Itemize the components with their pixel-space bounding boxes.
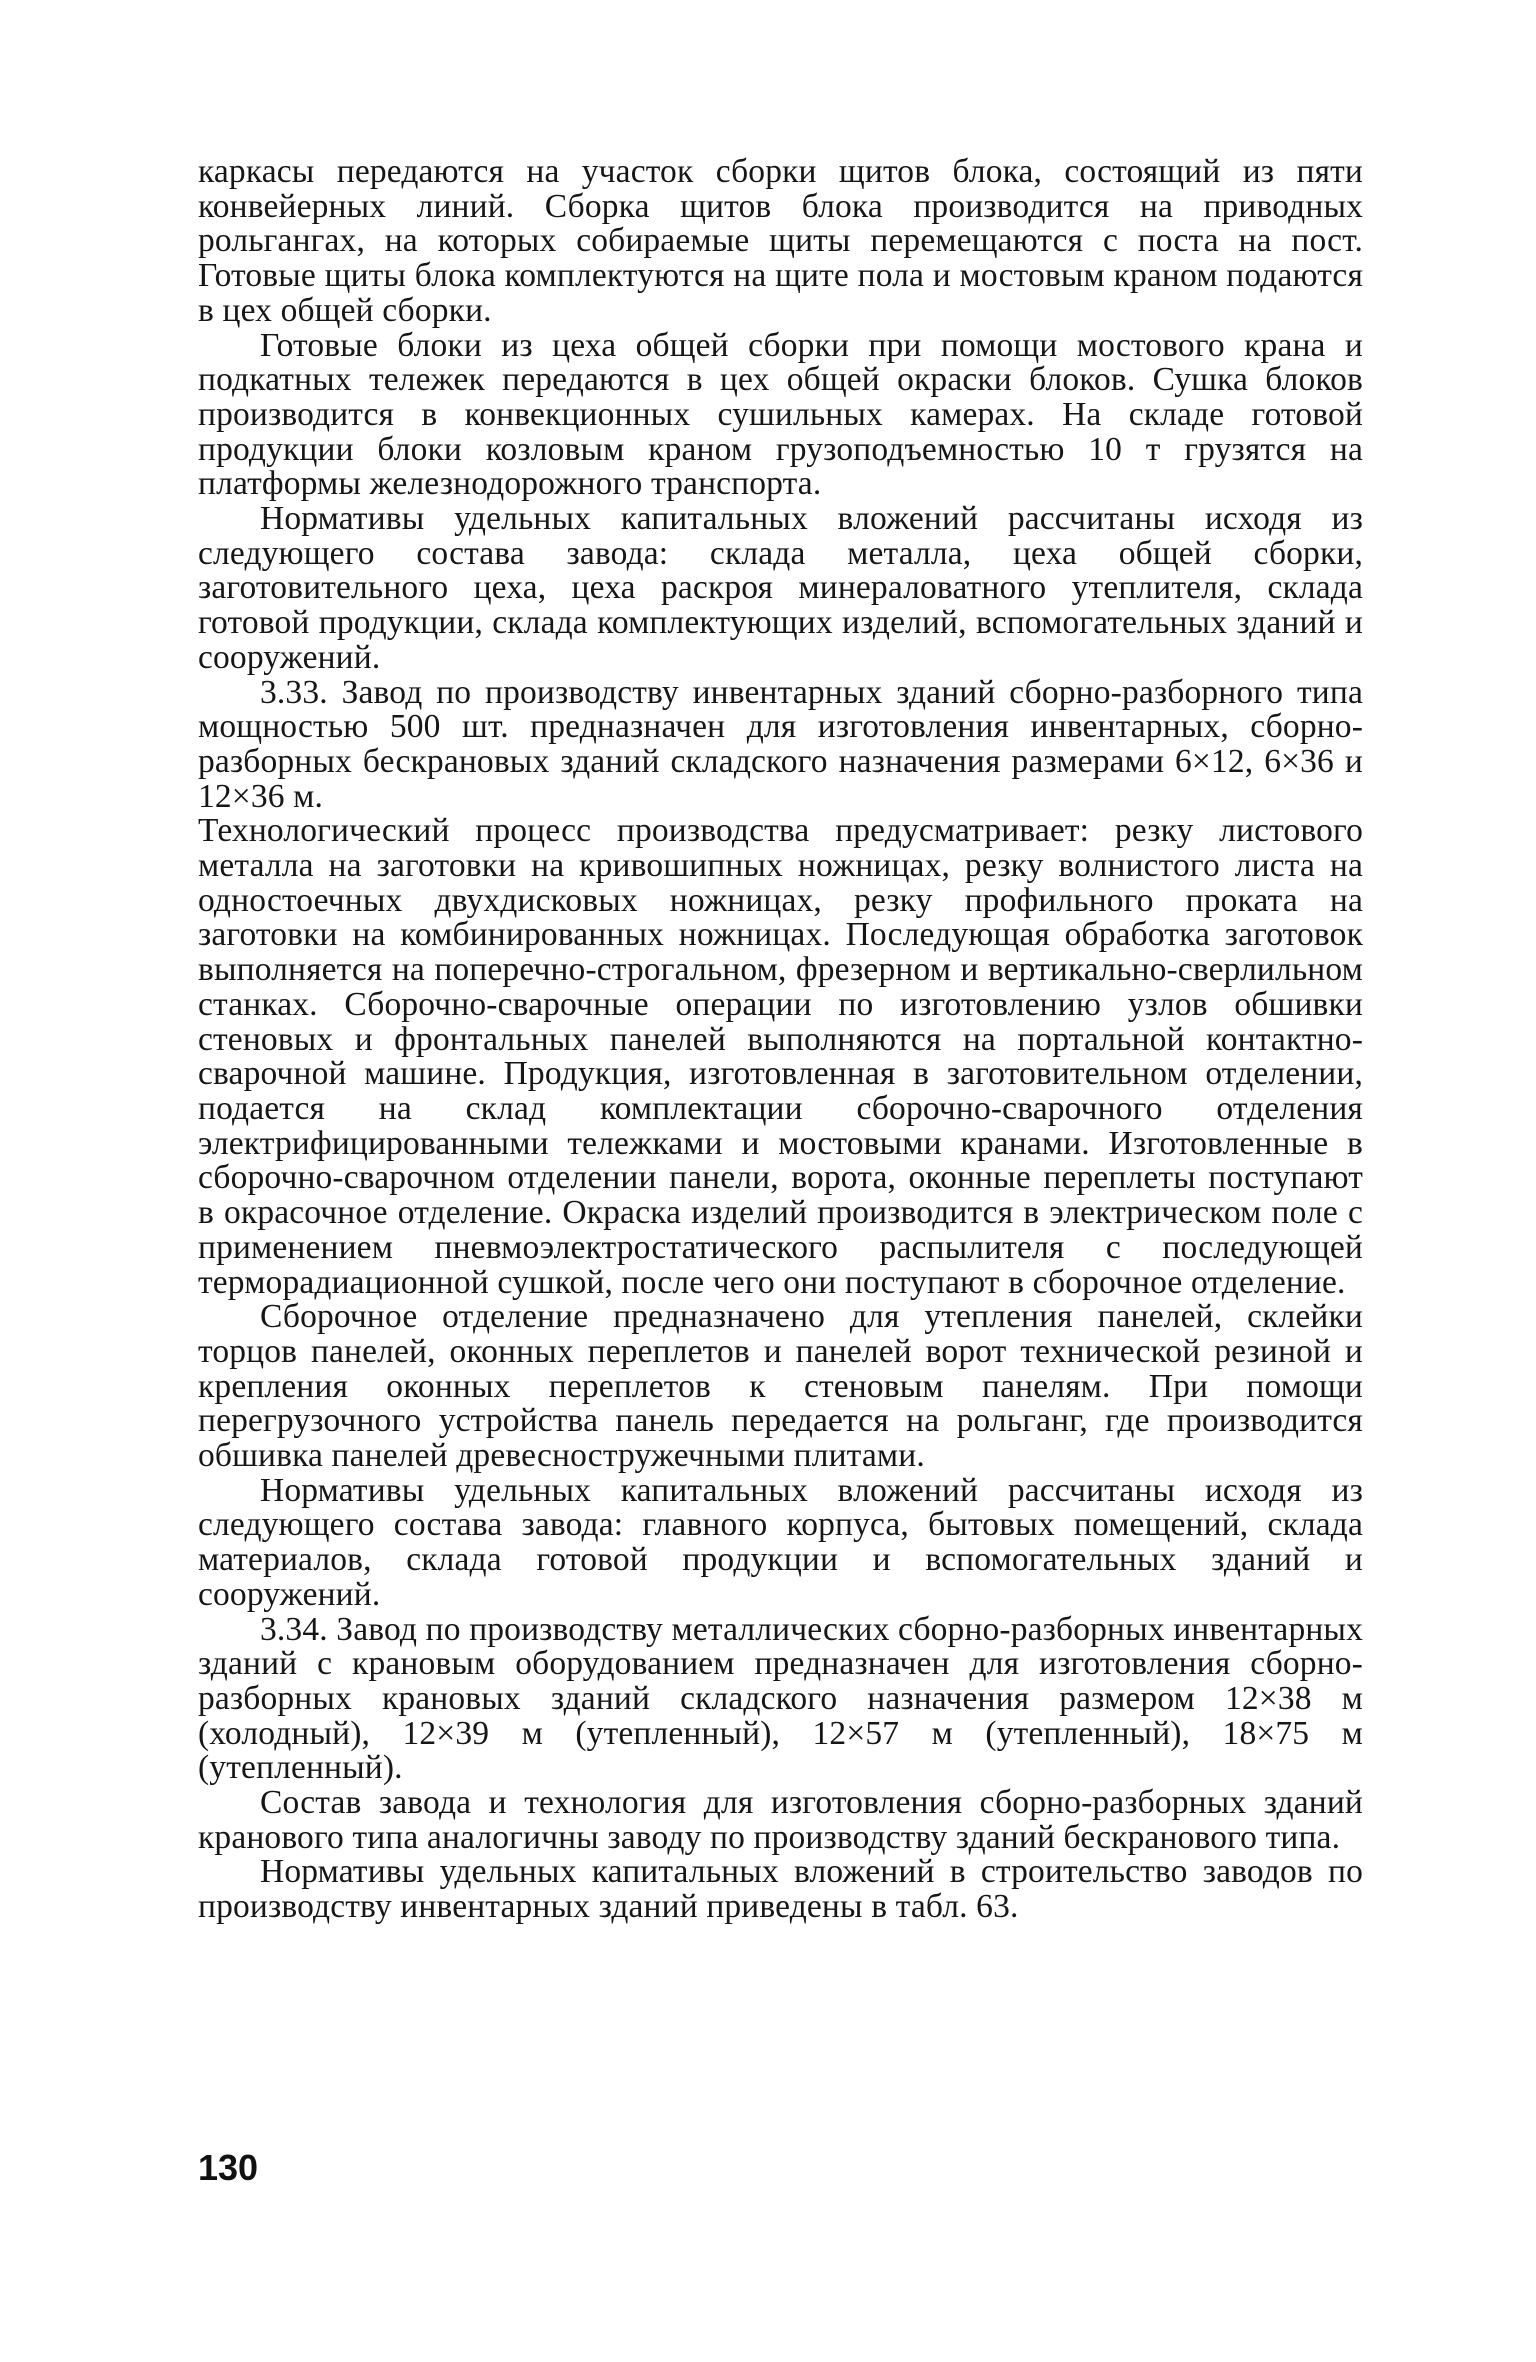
paragraph-table-reference: Нормативы удельных капитальных вложений в строительство заводов по производству инвентарных зданий приведены в табл. 63.: [198, 1853, 1363, 1926]
paragraph-block-transport: Готовые блоки из цеха общей сборки при помощи мостового крана и подкатных тележек передаются в цех общей окраски блоков. Сушка блоков производится в конвекционных сушильных камерах. На складе готовой продукции блоки козловым краном грузоподъемностью 10 т грузятся на платформы железнодорожного транспорта.: [198, 326, 1363, 503]
paragraph-plant-composition: Состав завода и технология для изготовления сборно-разборных зданий кранового типа аналогичны заводу по производству зданий бескранового типа.: [198, 1784, 1363, 1856]
page-number: 130: [198, 2147, 259, 2188]
body-text: [198, 155, 1363, 1925]
paragraph-continuation: каркасы передаются на участок сборки щитов блока, состоящий из пяти конвейерных линий. Сборка щитов блока производится на приводных рольгангах, на которых собираемые щиты перемещаются с поста на пост. Готовые щиты блока комплектуются на щите пола и мостовым краном подаются в цех общей сборки.: [198, 153, 1363, 329]
paragraph-section-3-33: 3.33. Завод по производству инвентарных зданий сборно-разборного типа мощностью 500 шт. предназначен для изготовления инвентарных, сборно-разборных бескрановых зданий складского назначения размерами 6×12, 6×36 и 12×36 м.: [198, 673, 1363, 815]
paragraph-technological-process: Технологический процесс производства предусматривает: резку листового металла на заготовки на кривошипных ножницах, резку волнистого листа на одностоечных двухдисковых ножницах, резку профильного проката на заготовки на комбинированных ножницах. Последующая обработка заготовок выполняется на поперечно-строгальном, фрезерном и вертикально-сверлильном станках. Сборочно-сварочные операции по изготовлению узлов обшивки стеновых и фронтальных панелей выполняются на портальной контактно-сварочной машине. Продукция, изготовленная в заготовительном отделении, подается на склад комплектации сборочно-сварочного отделения электрифицированными тележками и мостовыми кранами. Изготовленные в сборочно-сварочном отделении панели, ворота, оконные переплеты поступают в окрасочное отделение. Окраска изделий производится в электрическом поле с применением пневмоэлектростатического распылителя с последующей терморадиационной сушкой, после чего они поступают в сборочное отделение.: [198, 812, 1363, 1301]
paragraph-investment-norms-1: Нормативы удельных капитальных вложений рассчитаны исходя из следующего состава завода: склада металла, цеха общей сборки, заготовительного цеха, цеха раскроя минераловатного утеплителя, склада готовой продукции, склада комплектующих изделий, вспомогательных зданий и сооружений.: [198, 500, 1363, 676]
paragraph-investment-norms-2: Нормативы удельных капитальных вложений рассчитаны исходя из следующего состава завода: главного корпуса, бытовых помещений, склада материалов, склада готовой продукции и вспомогательных зданий и сооружений.: [198, 1471, 1363, 1613]
paragraph-assembly-department: Сборочное отделение предназначено для утепления панелей, склейки торцов панелей, оконных переплетов и панелей ворот технической резиной и крепления оконных переплетов к стеновым панелям. При помощи перегрузочного устройства панель передается на рольганг, где производится обшивка панелей древесностружечными плитами.: [198, 1298, 1363, 1475]
paragraph-section-3-34: 3.34. Завод по производству металлических сборно-разборных инвентарных зданий с крановым оборудованием предназначен для изготовления сборно-разборных крановых зданий складского назначения размером 12×38 м (холодный), 12×39 м (утепленный), 12×57 м (утепленный), 18×75 м (утепленный).: [198, 1610, 1363, 1787]
